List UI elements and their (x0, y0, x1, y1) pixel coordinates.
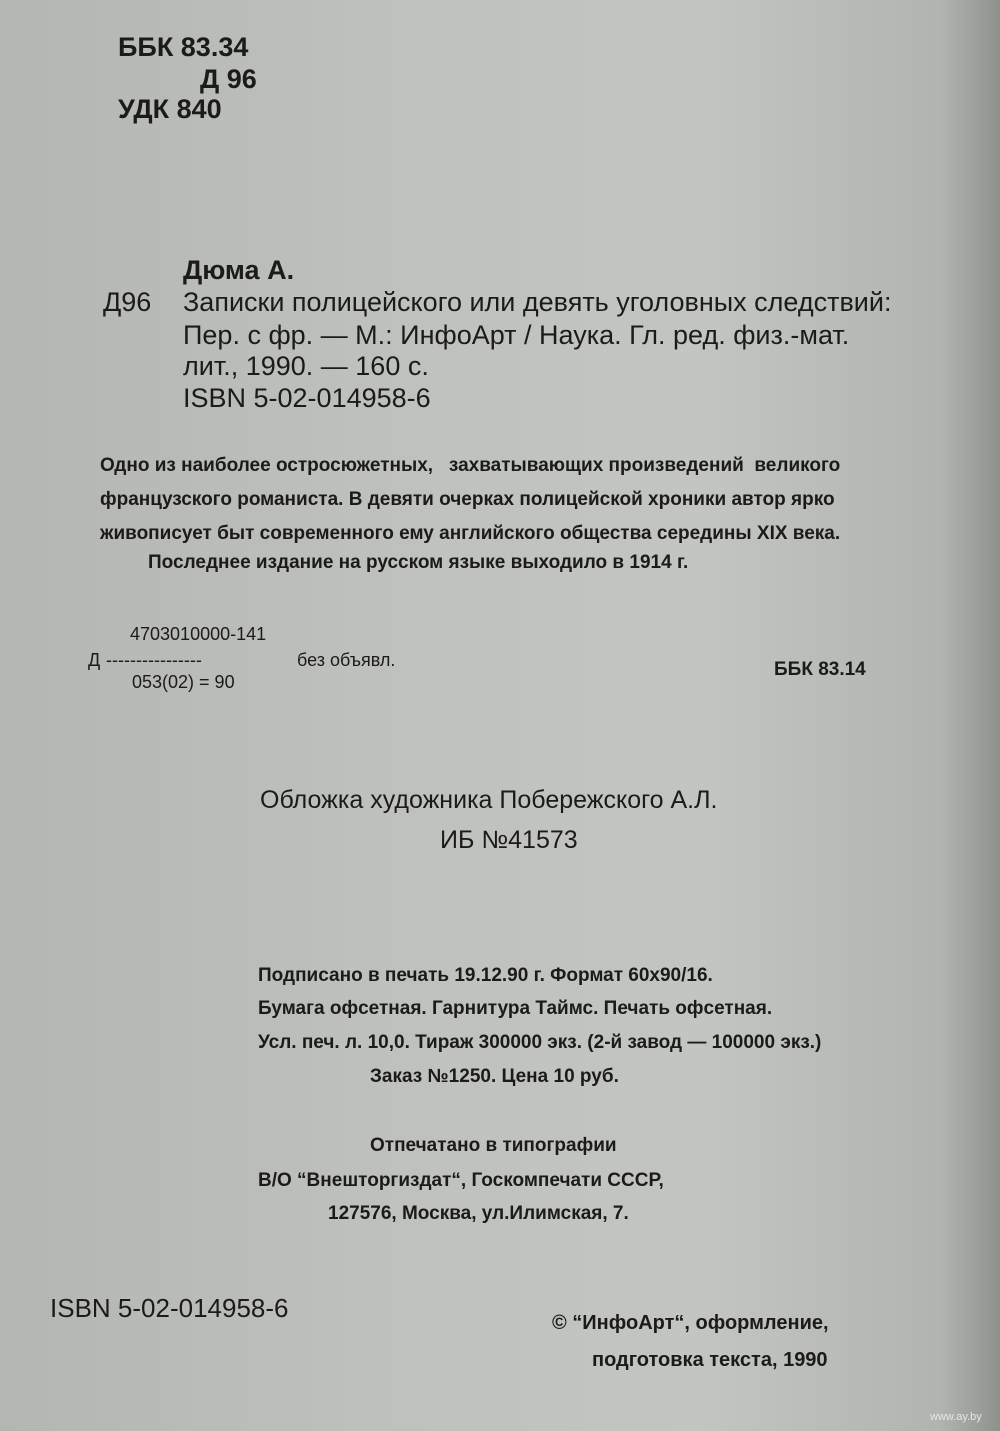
catalog-letter: Д (88, 650, 101, 670)
bib-year-line: лит., 1990. — 160 с. (183, 351, 429, 381)
printer-line: В/О “Внешторгиздат“, Госкомпечати СССР, (258, 1170, 664, 1191)
bib-title-line: Записки полицейского или девять уголовных следствий: (183, 287, 892, 317)
catalog-numerator: 4703010000-141 (130, 624, 267, 644)
imprint-line: Заказ №1250. Цена 10 руб. (370, 1066, 619, 1087)
printer-line: 127576, Москва, ул.Илимская, 7. (328, 1203, 629, 1224)
footer-isbn: ISBN 5-02-014958-6 (50, 1293, 289, 1323)
bib-publisher-line: Пер. с фр. — М.: ИнфоАрт / Наука. Гл. ред. физ.-мат. (183, 320, 850, 350)
author-mark: Д 96 (200, 64, 257, 94)
author-name: Дюма А. (183, 255, 295, 285)
bib-isbn: ISBN 5-02-014958-6 (183, 383, 431, 413)
bbk-code: ББК 83.34 (118, 32, 249, 62)
catalog-bbk: ББК 83.14 (774, 659, 866, 680)
shelf-mark: Д96 (103, 287, 152, 317)
imprint-line: Усл. печ. л. 10,0. Тираж 300000 экз. (2-й завод — 100000 экз.) (258, 1032, 822, 1053)
ib-number: ИБ №41573 (440, 826, 578, 854)
catalog-denominator: 053(02) = 90 (132, 672, 235, 692)
printer-line: Отпечатано в типографии (370, 1135, 617, 1156)
imprint-line: Бумага офсетная. Гарнитура Таймс. Печать офсетная. (258, 998, 773, 1019)
annotation-line: Последнее издание на русском языке выходило в 1914 г. (148, 552, 689, 573)
annotation-line: французского романиста. В девяти очерках полицейской хроники автор ярко (100, 489, 835, 510)
udk-code: УДК 840 (118, 94, 222, 124)
imprint-line: Подписано в печать 19.12.90 г. Формат 60х90/16. (258, 965, 713, 986)
watermark: www.ay.by (930, 1411, 982, 1423)
copyright-line: © “ИнфоАрт“, оформление, (552, 1312, 829, 1334)
annotation-line: живописует быт современного ему английского общества середины XIX века. (100, 523, 841, 544)
catalog-dashes: ---------------- (106, 650, 202, 670)
annotation-line: Одно из наиболее остросюжетных, захватывающих произведений великого (100, 455, 841, 476)
cover-artist-credit: Обложка художника Побережского А.Л. (260, 786, 718, 814)
catalog-note: без объявл. (297, 650, 396, 670)
copyright-line: подготовка текста, 1990 (592, 1349, 828, 1371)
